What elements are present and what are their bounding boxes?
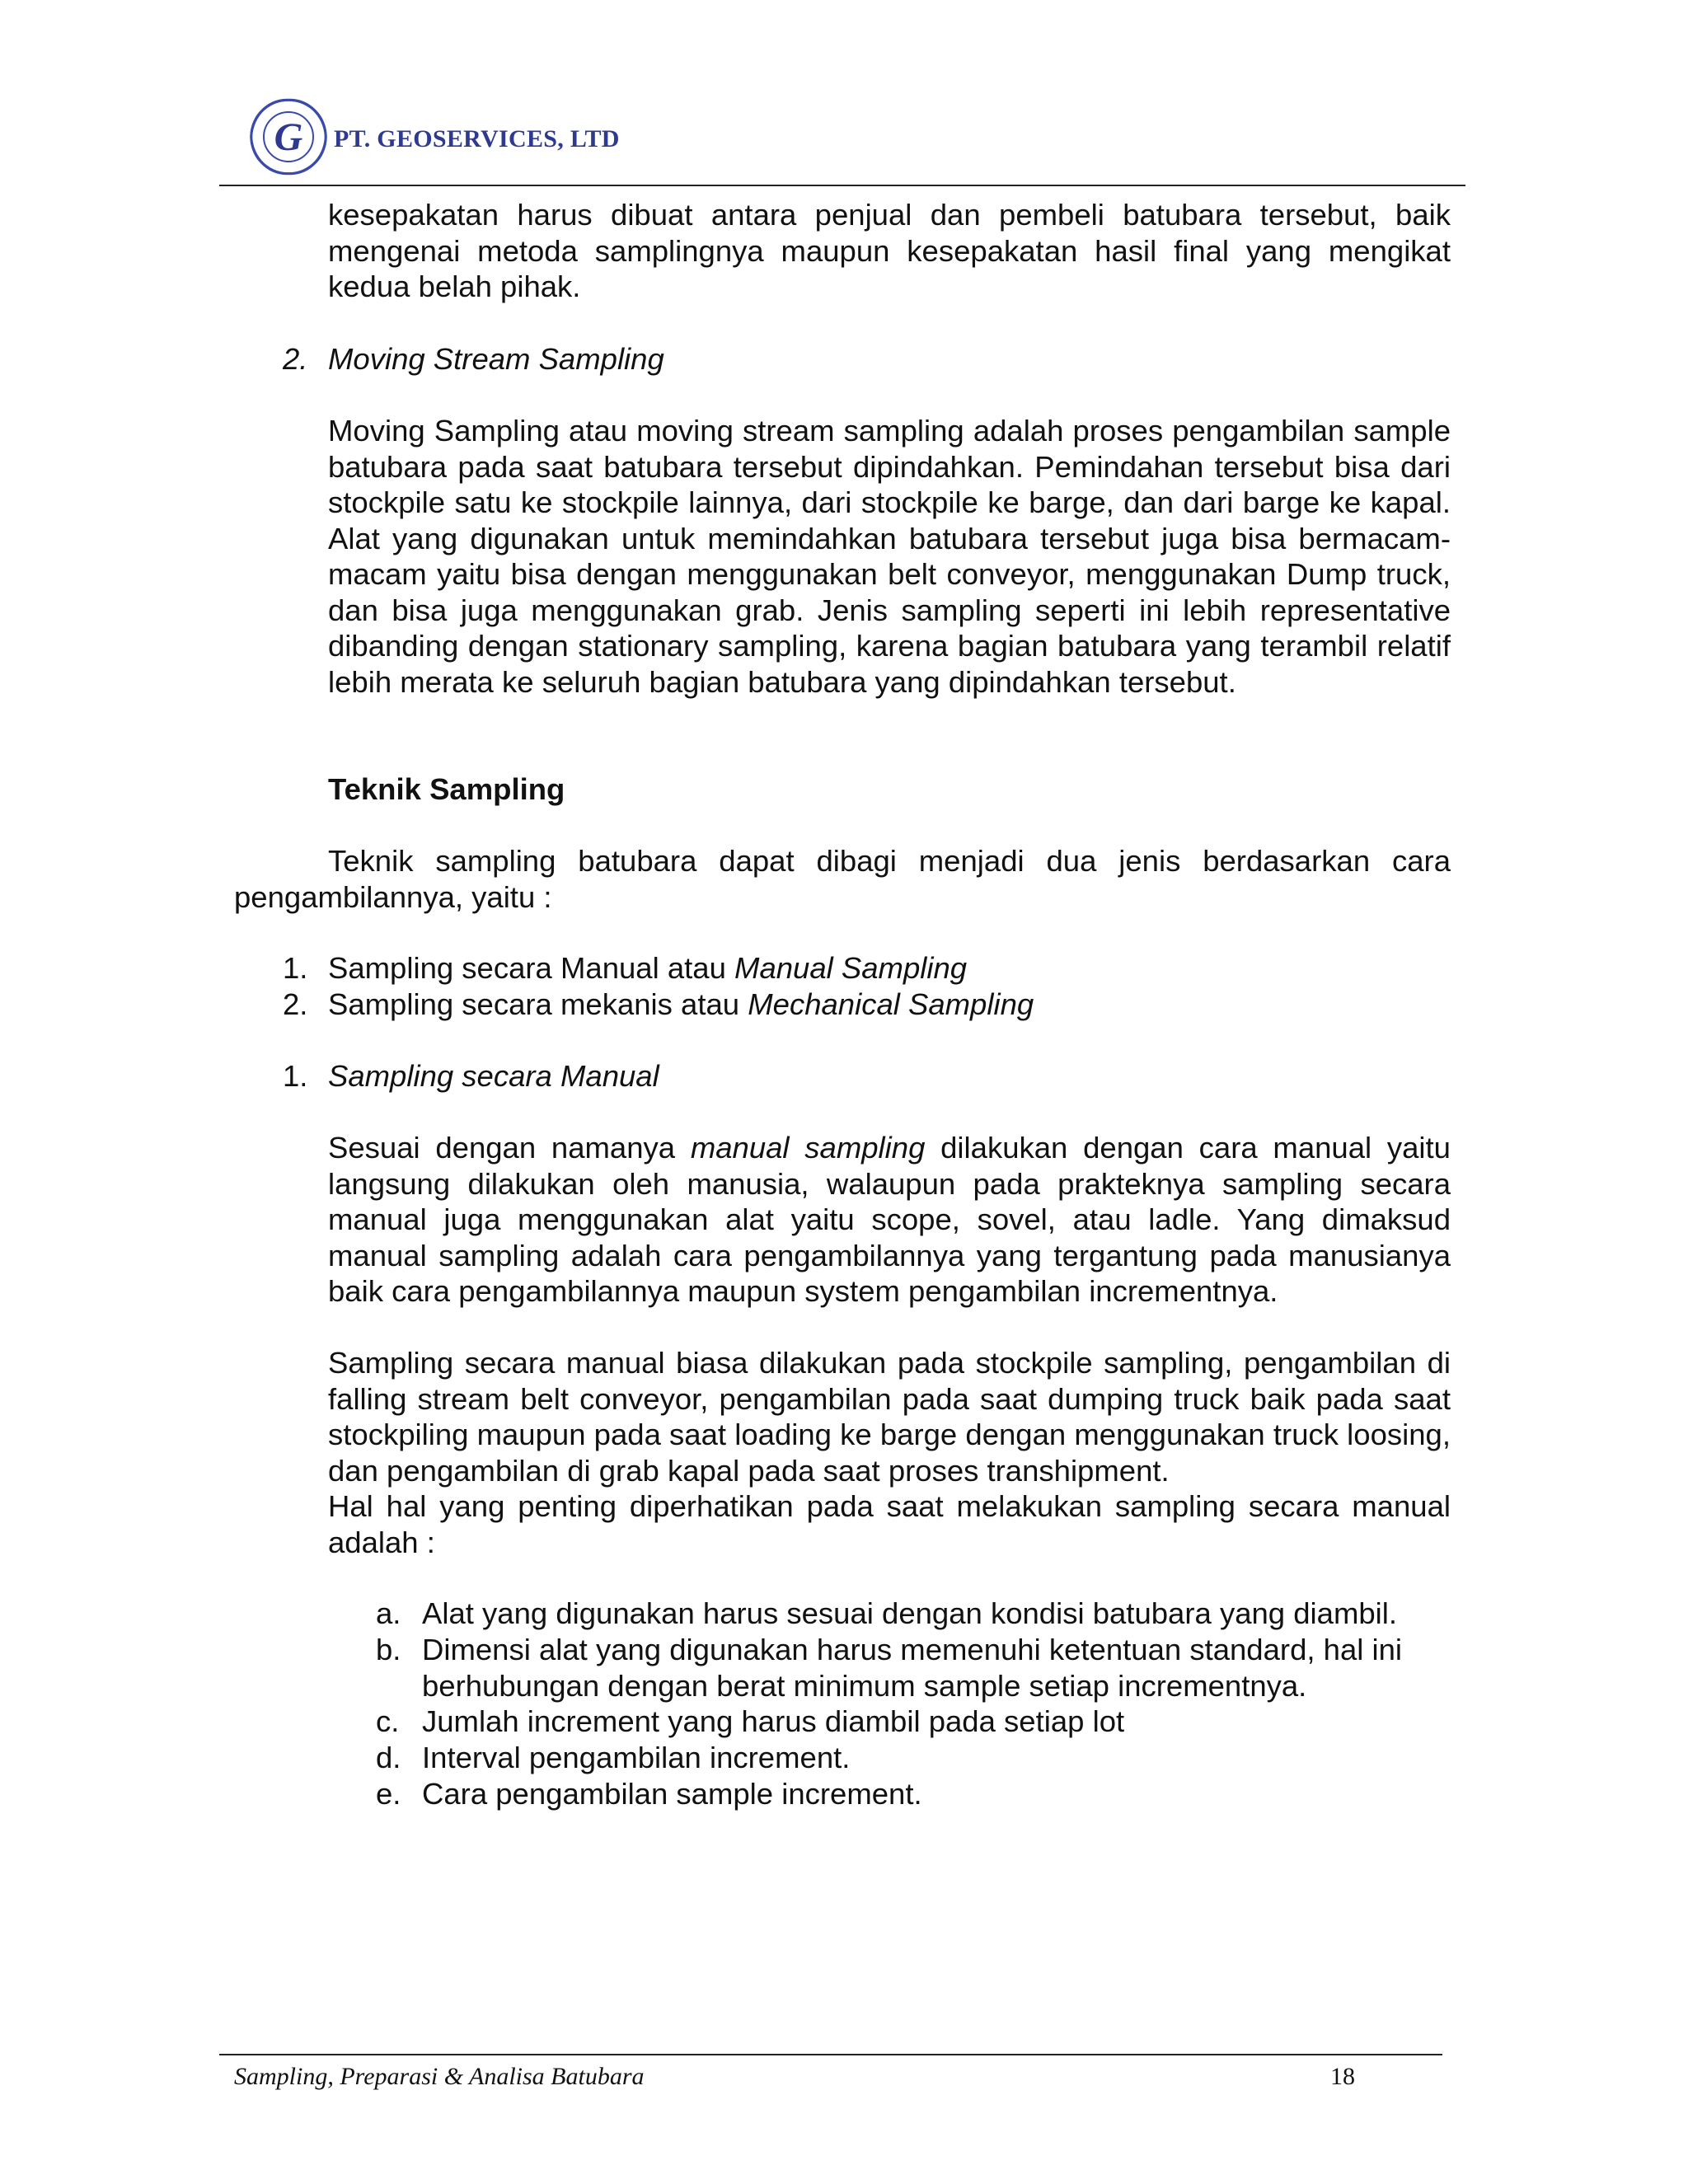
section-number: 2. — [283, 342, 308, 376]
manual-paragraph-3: Hal hal yang penting diperhatikan pada saat melakukan sampling secara manual adalah : — [328, 1489, 1451, 1559]
footer-title: Sampling, Preparasi & Analisa Batubara — [234, 2063, 645, 2090]
intro-paragraph: kesepakatan harus dibuat antara penjual dan pembeli batubara tersebut, baik mengenai metoda samplingnya maupun kesepakatan hasil final yang mengikat kedua belah pihak. — [328, 198, 1451, 303]
manual-paragraph-2: Sampling secara manual biasa dilakukan pada stockpile sampling, pengambilan di falling stream belt conveyor, pengambilan pada saat dumping truck baik pada saat stockpiling maupun pada saat loading ke barge dengan menggunakan truck loosing, dan pengambilan di grab kapal pada saat proses transhipment. — [328, 1346, 1451, 1488]
header-divider — [219, 185, 1465, 186]
page-number: 18 — [1330, 2063, 1355, 2090]
method-italic: Manual Sampling — [734, 951, 968, 985]
teknik-paragraph: Teknik sampling batubara dapat dibagi menjadi dua jenis berdasarkan cara pengambilannya, yaitu : — [234, 844, 1451, 914]
teknik-heading: Teknik Sampling — [328, 772, 565, 806]
footer-divider — [219, 2054, 1442, 2055]
geoservices-logo-icon — [247, 96, 330, 178]
page-header — [247, 92, 1467, 185]
list-item-letter: c. — [376, 1704, 400, 1738]
manual-p1-italic: manual sampling — [690, 1131, 926, 1165]
method-item — [328, 950, 1451, 987]
list-item-letter: b. — [376, 1633, 401, 1666]
list-item: Jumlah increment yang harus diambil pada setiap lot — [422, 1704, 1125, 1738]
logo-letter: G — [274, 115, 303, 159]
list-item-letter: a. — [376, 1596, 401, 1630]
method-text: Sampling secara Manual atau — [328, 951, 735, 985]
manual-p1-rest: dilakukan dengan cara manual yaitu langsung dilakukan oleh manusia, walaupun pada prakteknya sampling secara manual juga menggunakan alat yaitu scope, sovel, atau ladle. Yang dimaksud manual sampling adalah cara pengambilannya yang tergantung pada manusianya baik cara pengambilannya maupun system pengambilan incrementnya. — [328, 1131, 1451, 1308]
manual-p1-start: Sesuai dengan namanya — [328, 1131, 691, 1165]
method-number: 2. — [283, 987, 308, 1021]
manual-paragraph-1 — [328, 1130, 1451, 1310]
manual-number: 1. — [283, 1059, 308, 1093]
list-item: Dimensi alat yang digunakan harus memenuhi ketentuan standard, hal ini berhubungan dengan berat minimum sample setiap incrementnya. — [422, 1633, 1403, 1703]
moving-stream-paragraph: Moving Sampling atau moving stream sampling adalah proses pengambilan sample batubara pada saat batubara tersebut dipindahkan. Pemindahan tersebut bisa dari stockpile satu ke stockpile lainnya, dari stockpile ke barge, dan dari barge ke kapal. Alat yang digunakan untuk memindahkan batubara tersebut juga bisa bermacam-macam yaitu bisa dengan menggunakan belt conveyor, menggunakan Dump truck, dan bisa juga menggunakan grab. Jenis sampling seperti ini lebih representative dibanding dengan stationary sampling, karena bagian batubara yang terambil relatif lebih merata ke seluruh bagian batubara yang dipindahkan tersebut. — [328, 414, 1451, 699]
list-item: Interval pengambilan increment. — [422, 1741, 851, 1774]
manual-title: Sampling secara Manual — [328, 1059, 659, 1093]
list-item-letter: d. — [376, 1741, 401, 1774]
list-item: Cara pengambilan sample increment. — [422, 1777, 922, 1811]
method-italic: Mechanical Sampling — [748, 987, 1034, 1021]
method-number: 1. — [283, 951, 308, 985]
company-name: PT. GEOSERVICES, LTD — [334, 125, 620, 152]
list-item: Alat yang digunakan harus sesuai dengan kondisi batubara yang diambil. — [422, 1596, 1398, 1630]
list-item-letter: e. — [376, 1777, 401, 1811]
section-title: Moving Stream Sampling — [328, 342, 664, 376]
method-text: Sampling secara mekanis atau — [328, 987, 748, 1021]
method-item — [328, 987, 1451, 1023]
